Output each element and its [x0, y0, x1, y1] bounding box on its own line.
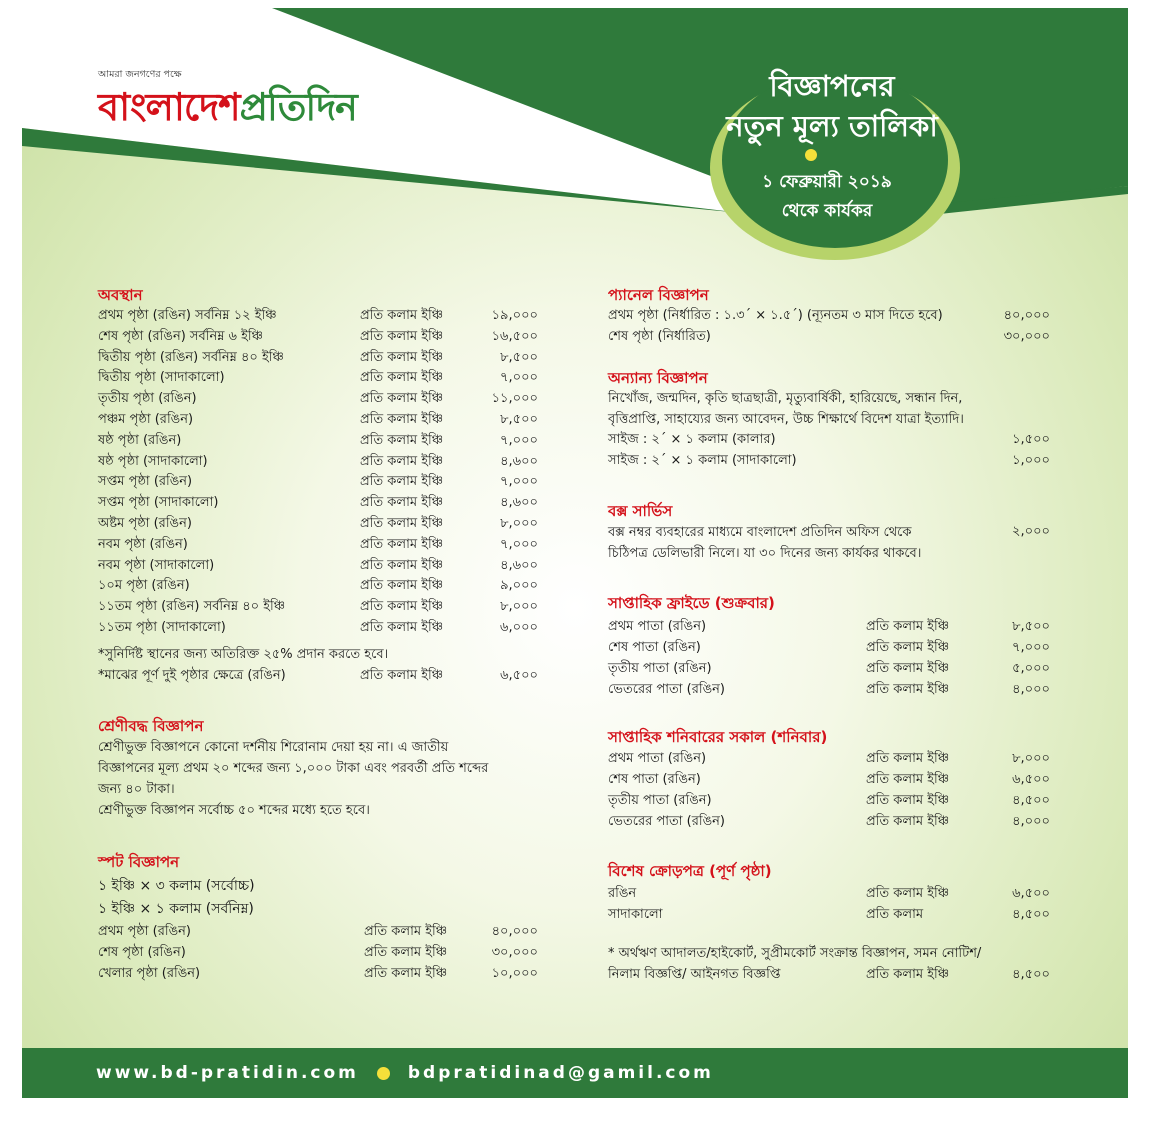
section-heading-special-supplement: বিশেষ ক্রোড়পত্র (পূর্ণ পৃষ্ঠা) [608, 862, 772, 880]
row-unit: প্রতি কলাম ইঞ্চি [360, 412, 444, 427]
section-heading-panel: প্যানেল বিজ্ঞাপন [608, 286, 709, 304]
row-price: ১,৫০০ [1012, 432, 1050, 447]
row-price: ৯,০০০ [500, 578, 538, 594]
row-label: ভেতরের পাতা (রঙিন) [608, 682, 725, 697]
row-price: ৪,৫০০ [1012, 793, 1050, 808]
row-unit: প্রতি কলাম ইঞ্চি [360, 536, 444, 552]
row-label: ১১তম পৃষ্ঠা (সাদাকালো) [98, 620, 226, 635]
row-price: ৬,০০০ [500, 620, 538, 635]
row-label: শেষ পাতা (রঙিন) [608, 772, 701, 787]
row-price: ৪,০০০ [1012, 814, 1050, 829]
row-price: ৩০,০০০ [491, 945, 538, 960]
email-link[interactable]: bdpratidinad@gamil.com [407, 1063, 714, 1083]
section-heading-position: অবস্থান [98, 286, 143, 304]
row-unit: প্রতি কলাম ইঞ্চি [866, 793, 950, 808]
row-label: দ্বিতীয় পৃষ্ঠা (রঙিন) সর্বনিম্ন ৪০ ইঞ্চি [98, 349, 284, 365]
row-unit: প্রতি কলাম ইঞ্চি [360, 453, 444, 469]
row-price: ৪০,০০০ [1003, 308, 1050, 323]
rate-row [98, 922, 538, 942]
box-service-price-row [972, 522, 1050, 542]
row-price: ১৯,০০০ [491, 308, 538, 323]
row-price: ৮,০০০ [1012, 751, 1050, 766]
section-heading-spot: স্পট বিজ্ঞাপন [98, 853, 180, 871]
row-label: ১০ম পৃষ্ঠা (রঙিন) [98, 578, 190, 594]
row-label: শেষ পৃষ্ঠা (রঙিন) সর্বনিম্ন ৬ ইঞ্চি [98, 328, 263, 344]
rate-row [98, 535, 538, 555]
row-unit: প্রতি কলাম ইঞ্চি [866, 751, 950, 766]
row-unit: প্রতি কলাম ইঞ্চি [360, 668, 444, 683]
rate-row [608, 812, 1050, 832]
rate-row [608, 430, 1050, 450]
classified-line: জন্য ৪০ টাকা। [98, 782, 175, 797]
position-note-center-spread [98, 666, 538, 686]
section-heading-other: অন্যান্য বিজ্ঞাপন [608, 369, 708, 387]
row-unit: প্রতি কলাম ইঞ্চি [360, 432, 444, 448]
row-price: ৭,০০০ [500, 432, 538, 448]
row-label: অষ্টম পৃষ্ঠা (রঙিন) [98, 516, 192, 531]
row-price: ৪,৬০০ [500, 453, 538, 469]
rate-row [608, 749, 1050, 769]
row-unit: প্রতি কলাম ইঞ্চি [866, 886, 950, 901]
row-price: ৫,০০০ [1012, 661, 1050, 676]
website-link[interactable]: www.bd-pratidin.com [96, 1063, 359, 1083]
row-price: ৮,৫০০ [500, 412, 538, 427]
row-price: ৬,৫০০ [500, 668, 538, 683]
row-label: প্রথম পৃষ্ঠা (রঙিন) সর্বনিম্ন ১২ ইঞ্চি [98, 308, 277, 323]
row-label: তৃতীয় পাতা (রঙিন) [608, 661, 712, 676]
classified-line: শ্রেণীভুক্ত বিজ্ঞাপন সর্বোচ্চ ৫০ শব্দের মধ্যে হতে হবে। [98, 803, 370, 818]
row-unit: প্রতি কলাম ইঞ্চি [360, 370, 444, 386]
row-label: নবম পৃষ্ঠা (রঙিন) [98, 536, 188, 552]
row-unit: প্রতি কলাম ইঞ্চি [866, 814, 950, 829]
rate-row [98, 327, 538, 347]
effective-date-line2: থেকে কার্যকর [781, 201, 873, 221]
brand-name-green: প্রতিদিন [239, 84, 357, 129]
row-price: ২,০০০ [1012, 524, 1050, 539]
row-label: শেষ পৃষ্ঠা (রঙিন) [98, 945, 186, 960]
row-price: ৪,০০০ [1012, 682, 1050, 697]
row-label: ষষ্ঠ পৃষ্ঠা (সাদাকালো) [98, 453, 208, 469]
row-label: ষষ্ঠ পৃষ্ঠা (রঙিন) [98, 432, 182, 448]
row-price: ৪,৫০০ [1012, 907, 1050, 922]
rate-row [98, 410, 538, 430]
row-label: নিলাম বিজ্ঞপ্তি/ আইনগত বিজ্ঞপ্তি [608, 967, 781, 982]
row-unit: প্রতি কলাম ইঞ্চি [360, 349, 444, 365]
other-description-line: নিখোঁজ, জন্মদিন, কৃতি ছাত্রছাত্রী, মৃত্যুবার্ষিকী, হারিয়েছে, সন্ধান দিন, [608, 391, 963, 406]
spot-size-max: ১ ইঞ্চি × ৩ কলাম (সর্বোচ্চ) [98, 878, 255, 894]
box-service-line: চিঠিপত্র ডেলিভারী নিলে। যা ৩০ দিনের জন্য কার্যকর থাকবে। [608, 546, 922, 561]
row-label: সপ্তম পৃষ্ঠা (রঙিন) [98, 474, 193, 490]
rate-row [98, 943, 538, 963]
row-price: ৪০,০০০ [491, 924, 538, 939]
row-label: সাদাকালো [608, 907, 663, 922]
rate-row [98, 368, 538, 388]
rate-row [98, 472, 538, 492]
rate-row [608, 791, 1050, 811]
row-price: ৩০,০০০ [1003, 329, 1050, 344]
rate-row [98, 576, 538, 596]
section-heading-saturday: সাপ্তাহিক শনিবারের সকাল (শনিবার) [608, 728, 828, 746]
row-price: ৮,৫০০ [500, 349, 538, 365]
row-unit: প্রতি কলাম ইঞ্চি [866, 682, 950, 697]
brand-logo [98, 78, 357, 142]
row-label: প্রথম পাতা (রঙিন) [608, 619, 707, 634]
legal-notice-row [608, 965, 1050, 985]
brand-tagline: আমরা জনগণের পক্ষে [98, 69, 182, 80]
separator-dot-icon [377, 1067, 390, 1080]
row-unit: প্রতি কলাম ইঞ্চি [866, 640, 950, 655]
rate-row [608, 680, 1050, 700]
section-heading-classified: শ্রেণীবদ্ধ বিজ্ঞাপন [98, 717, 204, 735]
box-service-line: বক্স নম্বর ব্যবহারের মাধ্যমে বাংলাদেশ প্রতিদিন অফিস থেকে [608, 525, 912, 540]
classified-line: শ্রেণীভুক্ত বিজ্ঞাপনে কোনো দর্শনীয় শিরোনাম দেয়া হয় না। এ জাতীয় [98, 740, 449, 755]
row-price: ১০,০০০ [491, 966, 538, 981]
row-unit: প্রতি কলাম ইঞ্চি [364, 924, 448, 939]
row-price: ৭,০০০ [500, 370, 538, 386]
rate-row [98, 452, 538, 472]
row-label: প্রথম পৃষ্ঠা (নির্ধারিত : ১.৩ˊ × ১.৫ˊ) (ন্যূনতম ৩ মাস দিতে হবে) [608, 308, 943, 323]
row-label: প্রথম পৃষ্ঠা (রঙিন) [98, 924, 191, 939]
row-unit: প্রতি কলাম ইঞ্চি [360, 599, 444, 615]
yellow-dot-icon [805, 149, 817, 161]
row-price: ১১,০০০ [491, 391, 538, 407]
row-label: শেষ পাতা (রঙিন) [608, 640, 701, 655]
row-label: প্রথম পাতা (রঙিন) [608, 751, 707, 766]
row-price: ৮,৫০০ [1012, 619, 1050, 634]
section-heading-friday: সাপ্তাহিক ফ্রাইডে (শুক্রবার) [608, 594, 775, 612]
row-unit: প্রতি কলাম ইঞ্চি [360, 578, 444, 594]
rate-row [98, 597, 538, 617]
row-unit: প্রতি কলাম ইঞ্চি [364, 945, 448, 960]
row-price: ৭,০০০ [500, 474, 538, 490]
row-unit: প্রতি কলাম ইঞ্চি [360, 474, 444, 490]
row-price: ৪,৬০০ [500, 557, 538, 573]
rate-row [608, 451, 1050, 471]
rate-row [608, 659, 1050, 679]
row-unit: প্রতি কলাম ইঞ্চি [360, 557, 444, 573]
row-price: ৮,০০০ [500, 599, 538, 615]
row-label: তৃতীয় পাতা (রঙিন) [608, 793, 712, 808]
row-label: সাইজ : ২ˊ × ১ কলাম (কালার) [608, 432, 776, 447]
row-price: ৪,৬০০ [500, 495, 538, 511]
row-unit: প্রতি কলাম ইঞ্চি [360, 308, 444, 323]
rate-card [22, 8, 1128, 1098]
row-price: ৭,০০০ [500, 536, 538, 552]
rate-row [608, 617, 1050, 637]
header-title-line1: বিজ্ঞাপনের [769, 69, 895, 103]
effective-date-line1: ১ ফেব্রুয়ারী ২০১৯ [762, 172, 892, 192]
rate-row [608, 884, 1050, 904]
rate-row [98, 964, 538, 984]
rate-row [98, 556, 538, 576]
section-heading-box-service: বক্স সার্ভিস [608, 502, 673, 520]
rate-row [98, 306, 538, 326]
row-label: শেষ পৃষ্ঠা (নির্ধারিত) [608, 329, 711, 344]
row-unit: প্রতি কলাম ইঞ্চি [866, 661, 950, 676]
row-price: ১৬,৫০০ [491, 328, 538, 344]
row-label: খেলার পৃষ্ঠা (রঙিন) [98, 966, 201, 981]
row-label: পঞ্চম পৃষ্ঠা (রঙিন) [98, 412, 194, 427]
row-unit: প্রতি কলাম ইঞ্চি [866, 619, 950, 634]
position-note-extra: *সুনির্দিষ্ট স্থানের জন্য অতিরিক্ত ২৫% প্রদান করতে হবে। [98, 647, 389, 662]
row-unit: প্রতি কলাম ইঞ্চি [360, 391, 444, 407]
row-label: তৃতীয় পৃষ্ঠা (রঙিন) [98, 391, 197, 407]
rate-row [98, 514, 538, 534]
row-unit: প্রতি কলাম ইঞ্চি [866, 967, 950, 982]
other-description-line: বৃত্তিপ্রাপ্তি, সাহায্যের জন্য আবেদন, উচ্চ শিক্ষার্থে বিদেশ যাত্রা ইত্যাদি। [608, 412, 964, 427]
row-price: ১,০০০ [1012, 453, 1050, 468]
row-price: ৭,০০০ [1012, 640, 1050, 655]
classified-line: বিজ্ঞাপনের মূল্য প্রথম ২০ শব্দের জন্য ১,০০০ টাকা এবং পরবর্তী প্রতি শব্দের [98, 761, 489, 776]
row-unit: প্রতি কলাম ইঞ্চি [360, 516, 444, 531]
rate-row [98, 618, 538, 638]
row-unit: প্রতি কলাম ইঞ্চি [360, 328, 444, 344]
row-label: ভেতরের পাতা (রঙিন) [608, 814, 725, 829]
header-title-line2: নতুন মূল্য তালিকা [726, 109, 938, 143]
rate-row [608, 905, 1050, 925]
rate-row [608, 327, 1050, 347]
spot-size-min: ১ ইঞ্চি × ১ কলাম (সর্বনিম্ন) [98, 901, 254, 917]
row-label: ১১তম পৃষ্ঠা (রঙিন) সর্বনিম্ন ৪০ ইঞ্চি [98, 599, 286, 615]
row-unit: প্রতি কলাম ইঞ্চি [866, 772, 950, 787]
rate-row [608, 638, 1050, 658]
brand-name-red: বাংলাদেশ [98, 84, 240, 129]
row-unit: প্রতি কলাম [866, 907, 924, 922]
row-price: ৪,৫০০ [1012, 967, 1050, 982]
row-label: সাইজ : ২ˊ × ১ কলাম (সাদাকালো) [608, 453, 797, 468]
row-unit: প্রতি কলাম ইঞ্চি [360, 620, 444, 635]
rate-row [98, 389, 538, 409]
rate-row [98, 348, 538, 368]
row-price: ৬,৫০০ [1012, 772, 1050, 787]
row-label: নবম পৃষ্ঠা (সাদাকালো) [98, 557, 215, 573]
row-price: ৬,৫০০ [1012, 886, 1050, 901]
row-label: দ্বিতীয় পৃষ্ঠা (সাদাকালো) [98, 370, 225, 386]
row-price: ৮,০০০ [500, 516, 538, 531]
row-label: সপ্তম পৃষ্ঠা (সাদাকালো) [98, 495, 219, 511]
rate-row [608, 770, 1050, 790]
rate-row [608, 306, 1050, 326]
footer-bar [22, 1048, 1128, 1098]
rate-row [98, 493, 538, 513]
row-label: রঙিন [608, 886, 637, 901]
row-unit: প্রতি কলাম ইঞ্চি [360, 495, 444, 511]
rate-row [98, 431, 538, 451]
row-label: *মাঝের পূর্ণ দুই পৃষ্ঠার ক্ষেত্রে (রঙিন) [98, 668, 286, 683]
legal-notice-line: * অর্থঋণ আদালত/হাইকোর্ট, সুপ্রীমকোর্ট সংক্রান্ত বিজ্ঞাপন, সমন নোটিশ/ [608, 946, 982, 961]
row-unit: প্রতি কলাম ইঞ্চি [364, 966, 448, 981]
